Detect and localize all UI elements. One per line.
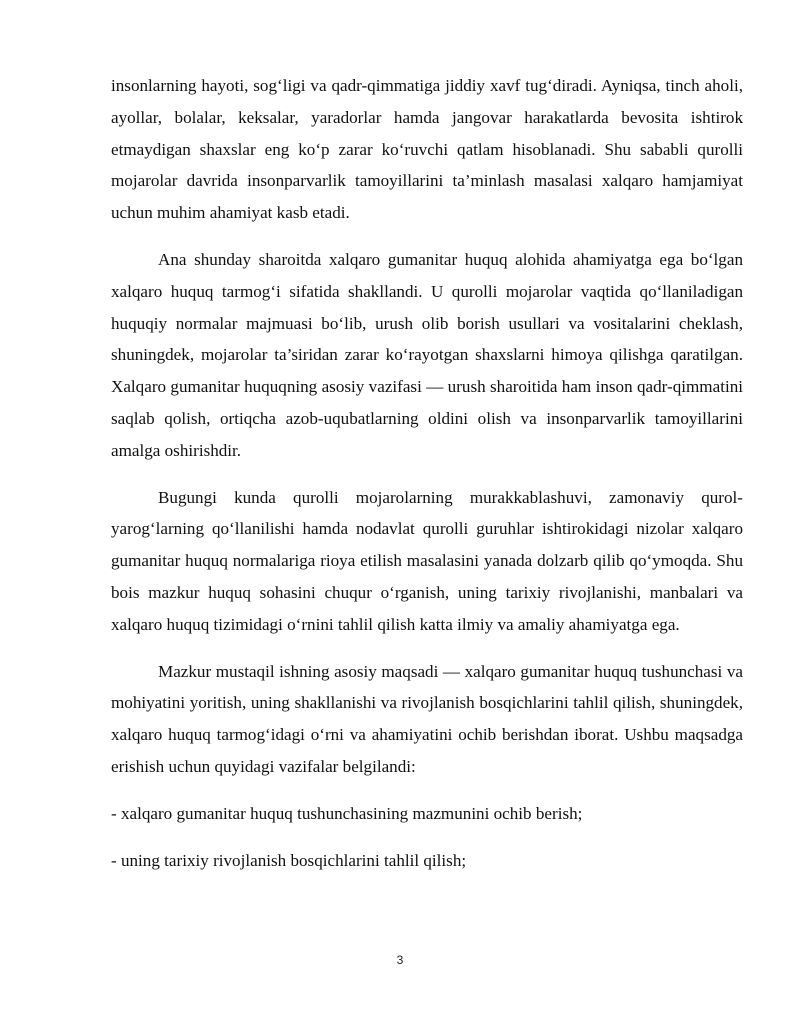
list-item-task-1: - xalqaro gumanitar huquq tushunchasining mazmunini ochib berish; [111,803,583,823]
paragraph-purpose: Mazkur mustaqil ishning asosiy maqsadi — xalqaro gumanitar huquq tushunchasi va mohiyatini yoritish, uning shakllanishi va rivojlanish bosqichlarini tahlil qilish, shuningdek, xalqaro huquq tarmog‘idagi o‘rni va ahamiyatini ochib berishdan iborat. Ushbu maqsadga erishish uchun quyidagi vazifalar belgilandi: [111,661,743,776]
paragraph-humanitarian-law-definition: Ana shunday sharoitda xalqaro gumanitar huquq alohida ahamiyatga ega bo‘lgan xalqaro huquq tarmog‘i sifatida shakllandi. U qurolli mojarolar vaqtida qo‘llaniladigan huquqiy normalar majmuasi bo‘lib, urush olib borish usullari va vositalarini cheklash, shuningdek, mojarolar ta’siridan zarar ko‘rayotgan shaxslarni himoya qilishga qaratilgan. Xalqaro gumanitar huquqning asosiy vazifasi — urush sharoitida ham inson qadr-qimmatini saqlab qolish, ortiqcha azob-uqubatlarning oldini olish va insonparvarlik tamoyillarini amalga oshirishdir. [111,249,743,460]
paragraph-continuation: insonlarning hayoti, sog‘ligi va qadr-qimmatiga jiddiy xavf tug‘diradi. Ayniqsa, tinch aholi, ayollar, bolalar, keksalar, yaradorlar hamda jangovar harakatlarda bevosita ishtirok etmaydigan shaxslar eng ko‘p zarar ko‘ruvchi qatlam hisoblanadi. Shu sababli qurolli mojarolar davrida insonparvarlik tamoyillarini ta’minlash masalasi xalqaro hamjamiyat uchun muhim ahamiyat kasb etadi. [111,76,743,223]
list-item-task-2: - uning tarixiy rivojlanish bosqichlarini tahlil qilish; [111,850,467,870]
document-body [111,70,743,891]
paragraph-relevance: Bugungi kunda qurolli mojarolarning murakkablashuvi, zamonaviy qurol-yarog‘larning qo‘llanilishi hamda nodavlat qurolli guruhlar ishtirokidagi nizolar xalqaro gumanitar huquq normalariga rioya etilish masalasini yanada dolzarb qilib qo‘ymoqda. Shu bois mazkur huquq sohasini chuqur o‘rganish, uning tarixiy rivojlanishi, manbalari va xalqaro huquq tizimidagi o‘rnini tahlil qilish katta ilmiy va amaliy ahamiyatga ega. [111,487,743,634]
page-number: 3 [396,953,404,967]
